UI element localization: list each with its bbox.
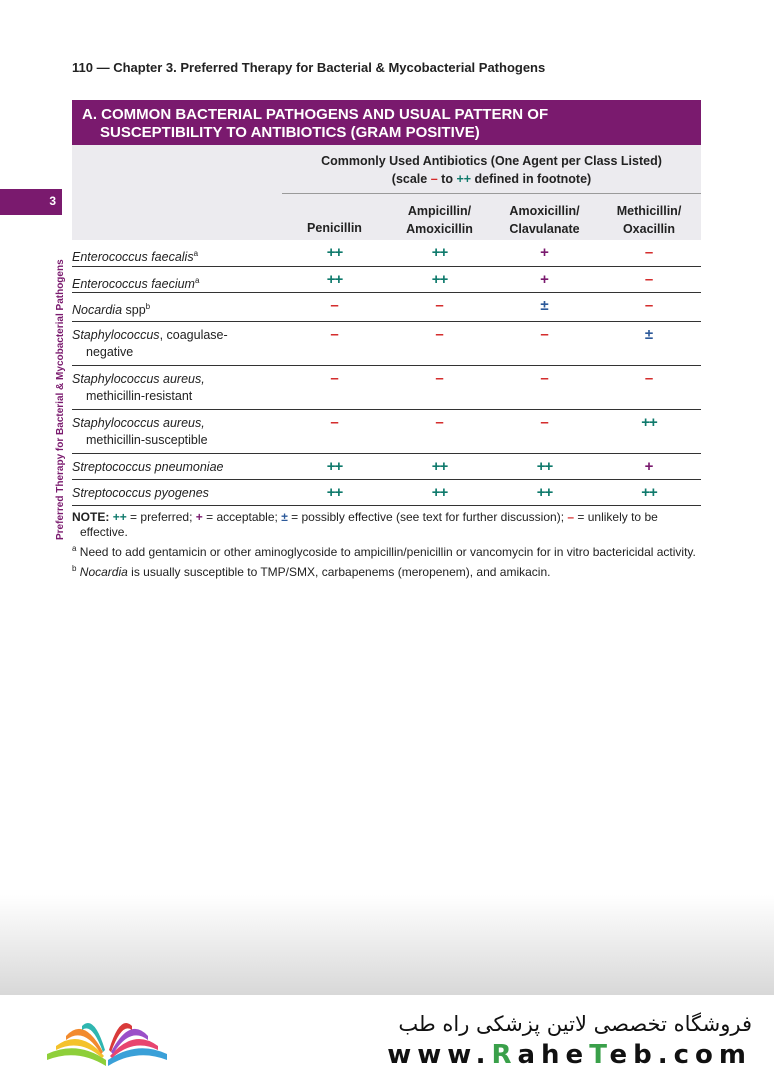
table-row xyxy=(72,293,701,322)
susceptibility-cell: – xyxy=(330,414,339,431)
pathogen-name-line2: methicillin-resistant xyxy=(86,389,193,403)
plus-minus-symbol: ± xyxy=(281,510,288,524)
book-logo-icon xyxy=(42,1010,172,1072)
shop-url-part: eb.com xyxy=(609,1040,752,1070)
table-notes xyxy=(72,510,704,581)
table-row xyxy=(72,454,701,480)
column-header-amoxicillin-clavulanate xyxy=(492,202,597,238)
susceptibility-cell: – xyxy=(330,297,339,314)
susceptibility-cell: – xyxy=(435,297,444,314)
susceptibility-cell: ++ xyxy=(536,458,553,475)
susceptibility-cell: ++ xyxy=(641,414,657,431)
susceptibility-cell: – xyxy=(540,414,549,431)
pathogen-name-italic: Nocardia xyxy=(72,303,123,318)
shop-url-part: ahe xyxy=(517,1040,590,1070)
susceptibility-cell: ++ xyxy=(326,244,343,261)
susceptibility-cell: ++ xyxy=(326,271,343,288)
susceptibility-cell: ++ xyxy=(431,458,448,475)
susceptibility-cell: ++ xyxy=(326,458,343,475)
group-header xyxy=(282,152,701,188)
footnote-b xyxy=(72,561,704,580)
susceptibility-cell: ++ xyxy=(431,244,448,261)
susceptibility-cell: ++ xyxy=(641,484,657,501)
pathogen-name xyxy=(72,459,292,476)
pathogen-name xyxy=(72,371,292,405)
footnote-mark: b xyxy=(72,564,77,573)
pathogen-name-roman: spp xyxy=(122,303,146,318)
pathogen-name xyxy=(72,485,292,502)
susceptibility-cell: – xyxy=(644,244,654,261)
table-row xyxy=(72,480,701,506)
group-header-text: defined in footnote) xyxy=(474,172,592,186)
column-header-line: Ampicillin/ xyxy=(407,204,472,218)
pathogen-name xyxy=(72,245,292,266)
table-title-line2: SUSCEPTIBILITY TO ANTIBIOTICS (GRAM POSITIVE) xyxy=(100,124,480,141)
group-header-line1: Commonly Used Antibiotics (One Agent per Class Listed) xyxy=(321,154,662,168)
susceptibility-cell: + xyxy=(540,244,549,261)
group-header-text: to xyxy=(441,172,453,186)
susceptibility-cell: – xyxy=(330,370,339,387)
susceptibility-cell: – xyxy=(644,370,654,387)
column-header-line: Oxacillin xyxy=(622,222,676,236)
column-header-line: Amoxicillin xyxy=(406,222,473,236)
pathogen-name-line2: negative xyxy=(86,345,134,359)
note-text: = possibly effective (see text for further discussion); xyxy=(291,510,565,524)
footnote-mark: a xyxy=(72,544,77,553)
pathogen-name-italic: Staphylococcus aureus, xyxy=(72,372,205,386)
double-plus-symbol: ++ xyxy=(112,510,127,524)
page-header: 110 — Chapter 3. Preferred Therapy for Bacterial & Mycobacterial Pathogens xyxy=(72,60,546,75)
minus-symbol: – xyxy=(430,172,438,186)
column-header-line: Clavulanate xyxy=(509,222,580,236)
column-header-line: Methicillin/ xyxy=(616,204,682,218)
pathogen-name-italic: Staphylococcus aureus, xyxy=(72,416,205,430)
pathogen-name xyxy=(72,272,292,293)
column-header-ampicillin xyxy=(387,202,492,238)
susceptibility-cell: – xyxy=(435,370,444,387)
shop-url-part: T xyxy=(589,1040,610,1070)
note-text: = preferred; xyxy=(130,510,193,524)
side-running-title: Preferred Therapy for Bacterial & Mycobacterial Pathogens xyxy=(55,259,66,540)
table-title-line1: A. COMMON BACTERIAL PATHOGENS AND USUAL PATTERN OF xyxy=(82,106,549,123)
chapter-tab xyxy=(0,189,62,215)
footnote-a xyxy=(72,541,704,560)
footnote-text: is usually susceptible to TMP/SMX, carbapenems (meropenem), and amikacin. xyxy=(131,565,551,579)
minus-symbol: – xyxy=(567,510,575,524)
pathogen-name-italic: Enterococcus faecalis xyxy=(72,250,194,265)
susceptibility-cell: ± xyxy=(540,297,549,314)
shop-url xyxy=(387,1040,752,1070)
column-header-line: Penicillin xyxy=(307,221,362,235)
table-title xyxy=(72,100,701,145)
pathogen-name-line2: methicillin-susceptible xyxy=(86,433,208,447)
footnote-mark: a xyxy=(193,249,199,258)
susceptibility-cell: – xyxy=(435,414,444,431)
group-header-line2 xyxy=(282,170,701,188)
group-header-rule xyxy=(282,193,701,194)
table-row xyxy=(72,366,701,410)
susceptibility-cell: + xyxy=(540,271,549,288)
footnote-text: Need to add gentamicin or other aminoglycoside to ampicillin/penicillin or vancomycin for in vitro bactericidal activity. xyxy=(79,545,696,559)
shop-name: فروشگاه تخصصی لاتین پزشکی راه طب xyxy=(398,1012,752,1036)
pathogen-name-italic: Streptococcus pneumoniae xyxy=(72,460,224,474)
susceptibility-cell: + xyxy=(644,458,654,475)
footnote-italic: Nocardia xyxy=(79,565,128,579)
susceptibility-cell: ++ xyxy=(536,484,553,501)
footnote-mark: b xyxy=(145,302,151,311)
column-header-methicillin xyxy=(597,202,701,238)
shop-url-part: www. xyxy=(387,1040,492,1070)
legend-note xyxy=(72,510,704,540)
table-row xyxy=(72,240,701,267)
table-row xyxy=(72,410,701,454)
table-row xyxy=(72,322,701,366)
susceptibility-cell: ++ xyxy=(326,484,343,501)
shop-url-part: R xyxy=(491,1040,518,1070)
susceptibility-cell: – xyxy=(644,271,654,288)
footnote-mark: a xyxy=(194,276,200,285)
double-plus-symbol: ++ xyxy=(456,172,472,186)
note-text: = unlikely to be effective. xyxy=(80,510,658,539)
group-header-text: (scale xyxy=(391,172,428,186)
susceptibility-cell: ± xyxy=(644,326,654,343)
pathogen-name-italic: Streptococcus pyogenes xyxy=(72,486,209,500)
susceptibility-cell: – xyxy=(540,326,549,343)
pathogen-name-italic: Enterococcus faecium xyxy=(72,277,195,292)
susceptibility-cell: – xyxy=(330,326,339,343)
column-header-line: Amoxicillin/ xyxy=(509,204,580,218)
note-label: NOTE: xyxy=(72,510,110,524)
pathogen-name xyxy=(72,327,292,361)
susceptibility-cell: – xyxy=(540,370,549,387)
susceptibility-cell: – xyxy=(644,297,654,314)
pathogen-name-roman: , coagulase- xyxy=(159,328,228,342)
pathogen-name-italic: Staphylococcus xyxy=(72,328,160,342)
susceptibility-cell: ++ xyxy=(431,271,448,288)
table-row xyxy=(72,267,701,293)
plus-symbol: + xyxy=(195,510,203,524)
susceptibility-cell: ++ xyxy=(431,484,448,501)
column-header-penicillin xyxy=(282,219,387,237)
page-bottom-shadow xyxy=(0,895,774,995)
pathogen-name xyxy=(72,298,292,319)
chapter-tab-number: 3 xyxy=(49,194,56,208)
susceptibility-cell: – xyxy=(435,326,444,343)
note-text: = acceptable; xyxy=(206,510,278,524)
pathogen-name xyxy=(72,415,292,449)
